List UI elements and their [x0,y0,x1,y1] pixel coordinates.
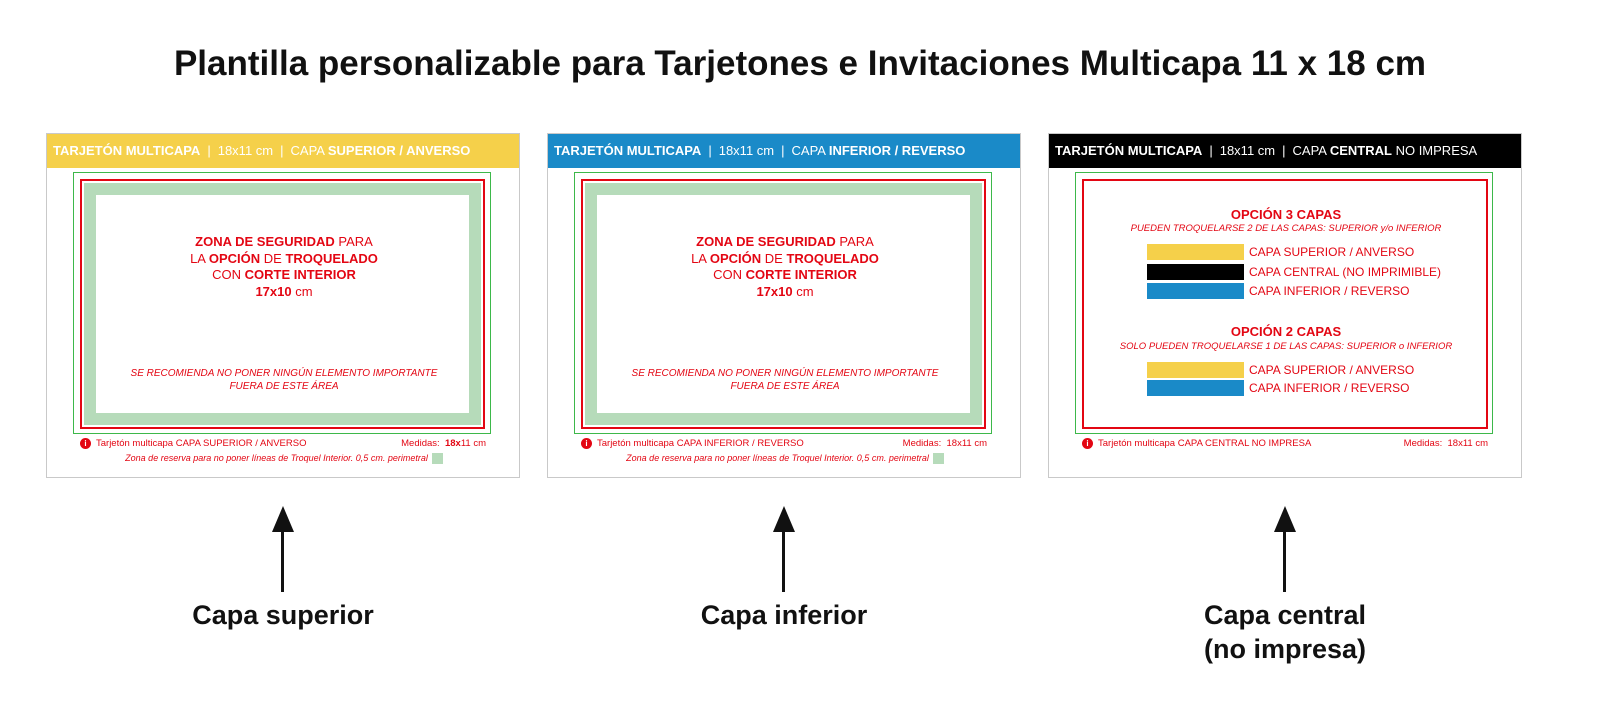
header-capa: CAPA [791,143,826,158]
panel-footer [581,437,987,451]
panel-footer [80,437,486,451]
header-title: TARJETÓN MULTICAPA [554,143,702,158]
reserve-swatch [432,453,443,464]
header-size: 18x11 cm [1219,143,1276,158]
layer-swatch-inferior [1147,283,1244,299]
safety-zone-text: ZONA DE SEGURIDAD PARA LA OPCIÓN DE TROQUELADO CON CORTE INTERIOR 17x10 cm [691,234,879,299]
footer-measures: Medidas: 18x11 cm [1403,438,1488,449]
layer-label: CAPA CENTRAL (NO IMPRIMIBLE) [1249,265,1442,279]
safety-zone-text: ZONA DE SEGURIDAD PARA LA OPCIÓN DE TROQUELADO CON CORTE INTERIOR 17x10 cm [190,234,378,299]
option-3-subtitle: PUEDEN TROQUELARSE 2 DE LAS CAPAS: SUPERIOR y/o INFERIOR [1130,223,1442,234]
layer-swatch-superior [1147,362,1244,378]
header-title: TARJETÓN MULTICAPA [1055,143,1203,158]
footer-text: Tarjetón multicapa CAPA CENTRAL NO IMPRESA [1098,438,1312,449]
arrow-up-icon [769,506,799,596]
panel-capa-superior [46,133,520,478]
header-capa: CAPA [290,143,325,158]
recommendation-text: SE RECOMIENDA NO PONER NINGÚN ELEMENTO IMPORTANTE FUERA DE ESTE ÁREA [130,368,438,392]
header-size: 18x11 cm [718,143,775,158]
layer-swatch-central [1147,264,1244,280]
layer-label: CAPA SUPERIOR / ANVERSO [1249,363,1415,377]
arrow-up-icon [268,506,298,596]
caption-capa-inferior: Capa inferior [700,600,868,630]
footer-measures: Medidas: 18x11 cm [401,438,486,449]
header-layer: CENTRAL [1329,143,1392,158]
layer-label: CAPA INFERIOR / REVERSO [1249,284,1410,298]
caption-line: Capa central [1203,600,1367,630]
header-layer: SUPERIOR / ANVERSO [327,143,471,158]
reserve-swatch [933,453,944,464]
info-icon: i [80,438,91,449]
footer-measures: Medidas: 18x11 cm [902,438,987,449]
panel-capa-central [1048,133,1522,478]
panel-capa-inferior [547,133,1021,478]
header-size: 18x11 cm [217,143,274,158]
caption-capa-central [1135,598,1435,666]
footer-text: Tarjetón multicapa CAPA INFERIOR / REVERSO [597,438,804,449]
caption-line: (no impresa) [1203,634,1367,664]
footer-text: Tarjetón multicapa CAPA SUPERIOR / ANVERSO [96,438,307,449]
layer-swatch-superior [1147,244,1244,260]
info-icon: i [581,438,592,449]
panel-header: TARJETÓN MULTICAPA | 18x11 cm | CAPA CENTRAL NO IMPRESA [1049,134,1521,168]
option-2-title: OPCIÓN 2 CAPAS [1230,324,1342,339]
arrow-up-icon [1270,506,1300,596]
panel-header: TARJETÓN MULTICAPA | 18x11 cm | CAPA INFERIOR / REVERSO [548,134,1020,168]
recommendation-text: SE RECOMIENDA NO PONER NINGÚN ELEMENTO IMPORTANTE FUERA DE ESTE ÁREA [631,368,939,392]
reserve-note: Zona de reserva para no poner líneas de Troquel Interior. 0,5 cm. perimetral [548,453,1022,464]
option-2-subtitle: SOLO PUEDEN TROQUELARSE 1 DE LAS CAPAS: SUPERIOR o INFERIOR [1119,341,1453,352]
panel-header: TARJETÓN MULTICAPA | 18x11 cm | CAPA SUPERIOR / ANVERSO [47,134,519,168]
layer-swatch-inferior [1147,380,1244,396]
layer-label: CAPA INFERIOR / REVERSO [1249,381,1410,395]
layer-label: CAPA SUPERIOR / ANVERSO [1249,245,1415,259]
page-title: Plantilla personalizable para Tarjetones e Invitaciones Multicapa 11 x 18 cm [173,44,1427,83]
header-extra: NO IMPRESA [1391,143,1478,158]
header-title: TARJETÓN MULTICAPA [53,143,201,158]
caption-capa-superior: Capa superior [192,600,374,630]
header-capa: CAPA [1292,143,1327,158]
reserve-note: Zona de reserva para no poner líneas de Troquel Interior. 0,5 cm. perimetral [47,453,521,464]
info-icon: i [1082,438,1093,449]
panel-footer [1082,437,1488,451]
option-3-title: OPCIÓN 3 CAPAS [1230,207,1342,222]
header-layer: INFERIOR / REVERSO [828,143,966,158]
